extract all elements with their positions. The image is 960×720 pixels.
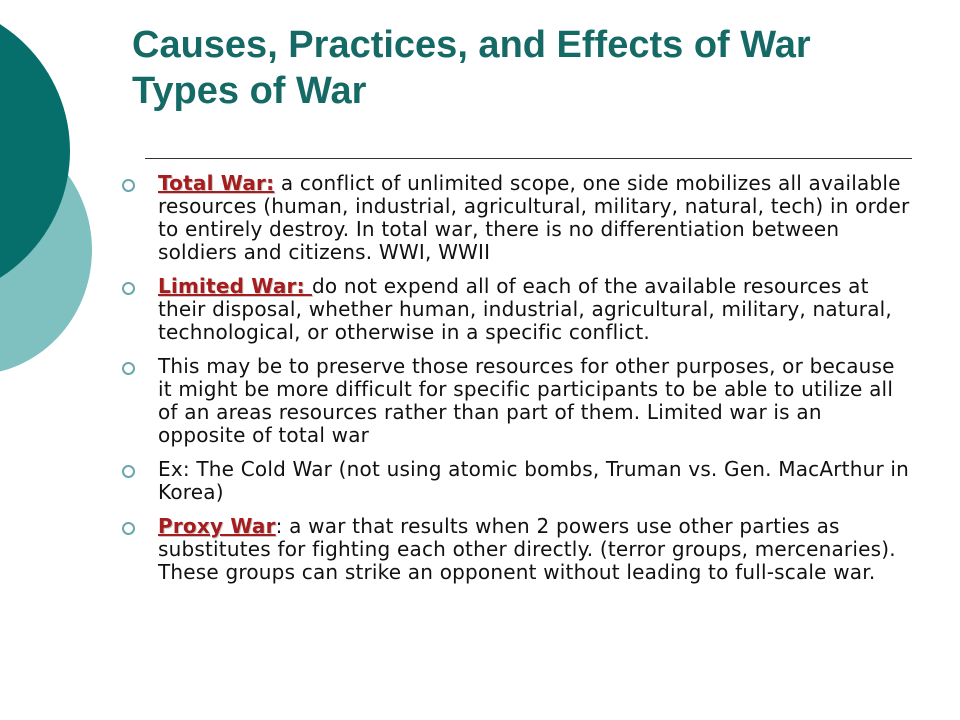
bullet-list [115,172,910,595]
term-total-war: Total War: [158,171,275,195]
bullet-limited-war [115,275,910,344]
bullet-preserve-resources [115,355,910,447]
bullet-text: do not expend all of each of the available resources at their disposal, whether human, industrial, agricultural, military, natural, technological, or otherwise in a specific conflict. [158,274,892,344]
term-proxy-war: Proxy War [158,514,276,538]
bullet-text: : a war that results when 2 powers use other parties as substitutes for fighting each other directly. (terror groups, mercenaries). These groups can strike an opponent without leading to full-scale war. [158,514,896,584]
bullet-text: a conflict of unlimited scope, one side mobilizes all available resources (human, industrial, agricultural, military, natural, tech) in order to entirely destroy. In total war, there is no differentiation between soldiers and citizens. WWI, WWII [158,171,910,264]
bullet-text: Ex: The Cold War (not using atomic bombs, Truman vs. Gen. MacArthur in Korea) [158,457,910,504]
title-divider [145,158,912,159]
hollow-circle-icon [122,282,135,295]
slide-title [132,22,932,114]
bullet-cold-war-example [115,458,910,504]
bullet-proxy-war [115,515,910,584]
term-limited-war: Limited War: [158,274,312,298]
hollow-circle-icon [122,362,135,375]
hollow-circle-icon [122,465,135,478]
hollow-circle-icon [122,522,135,535]
title-line-main: Causes, Practices, and Effects of War [132,24,811,66]
hollow-circle-icon [122,179,135,192]
title-line-subtitle: Types of War [132,70,367,112]
bullet-total-war [115,172,910,264]
bullet-text: This may be to preserve those resources for other purposes, or because it might be more difficult for specific participants to be able to utilize all of an areas resources rather than part of them. Limited war is an opposite of total war [158,354,895,447]
